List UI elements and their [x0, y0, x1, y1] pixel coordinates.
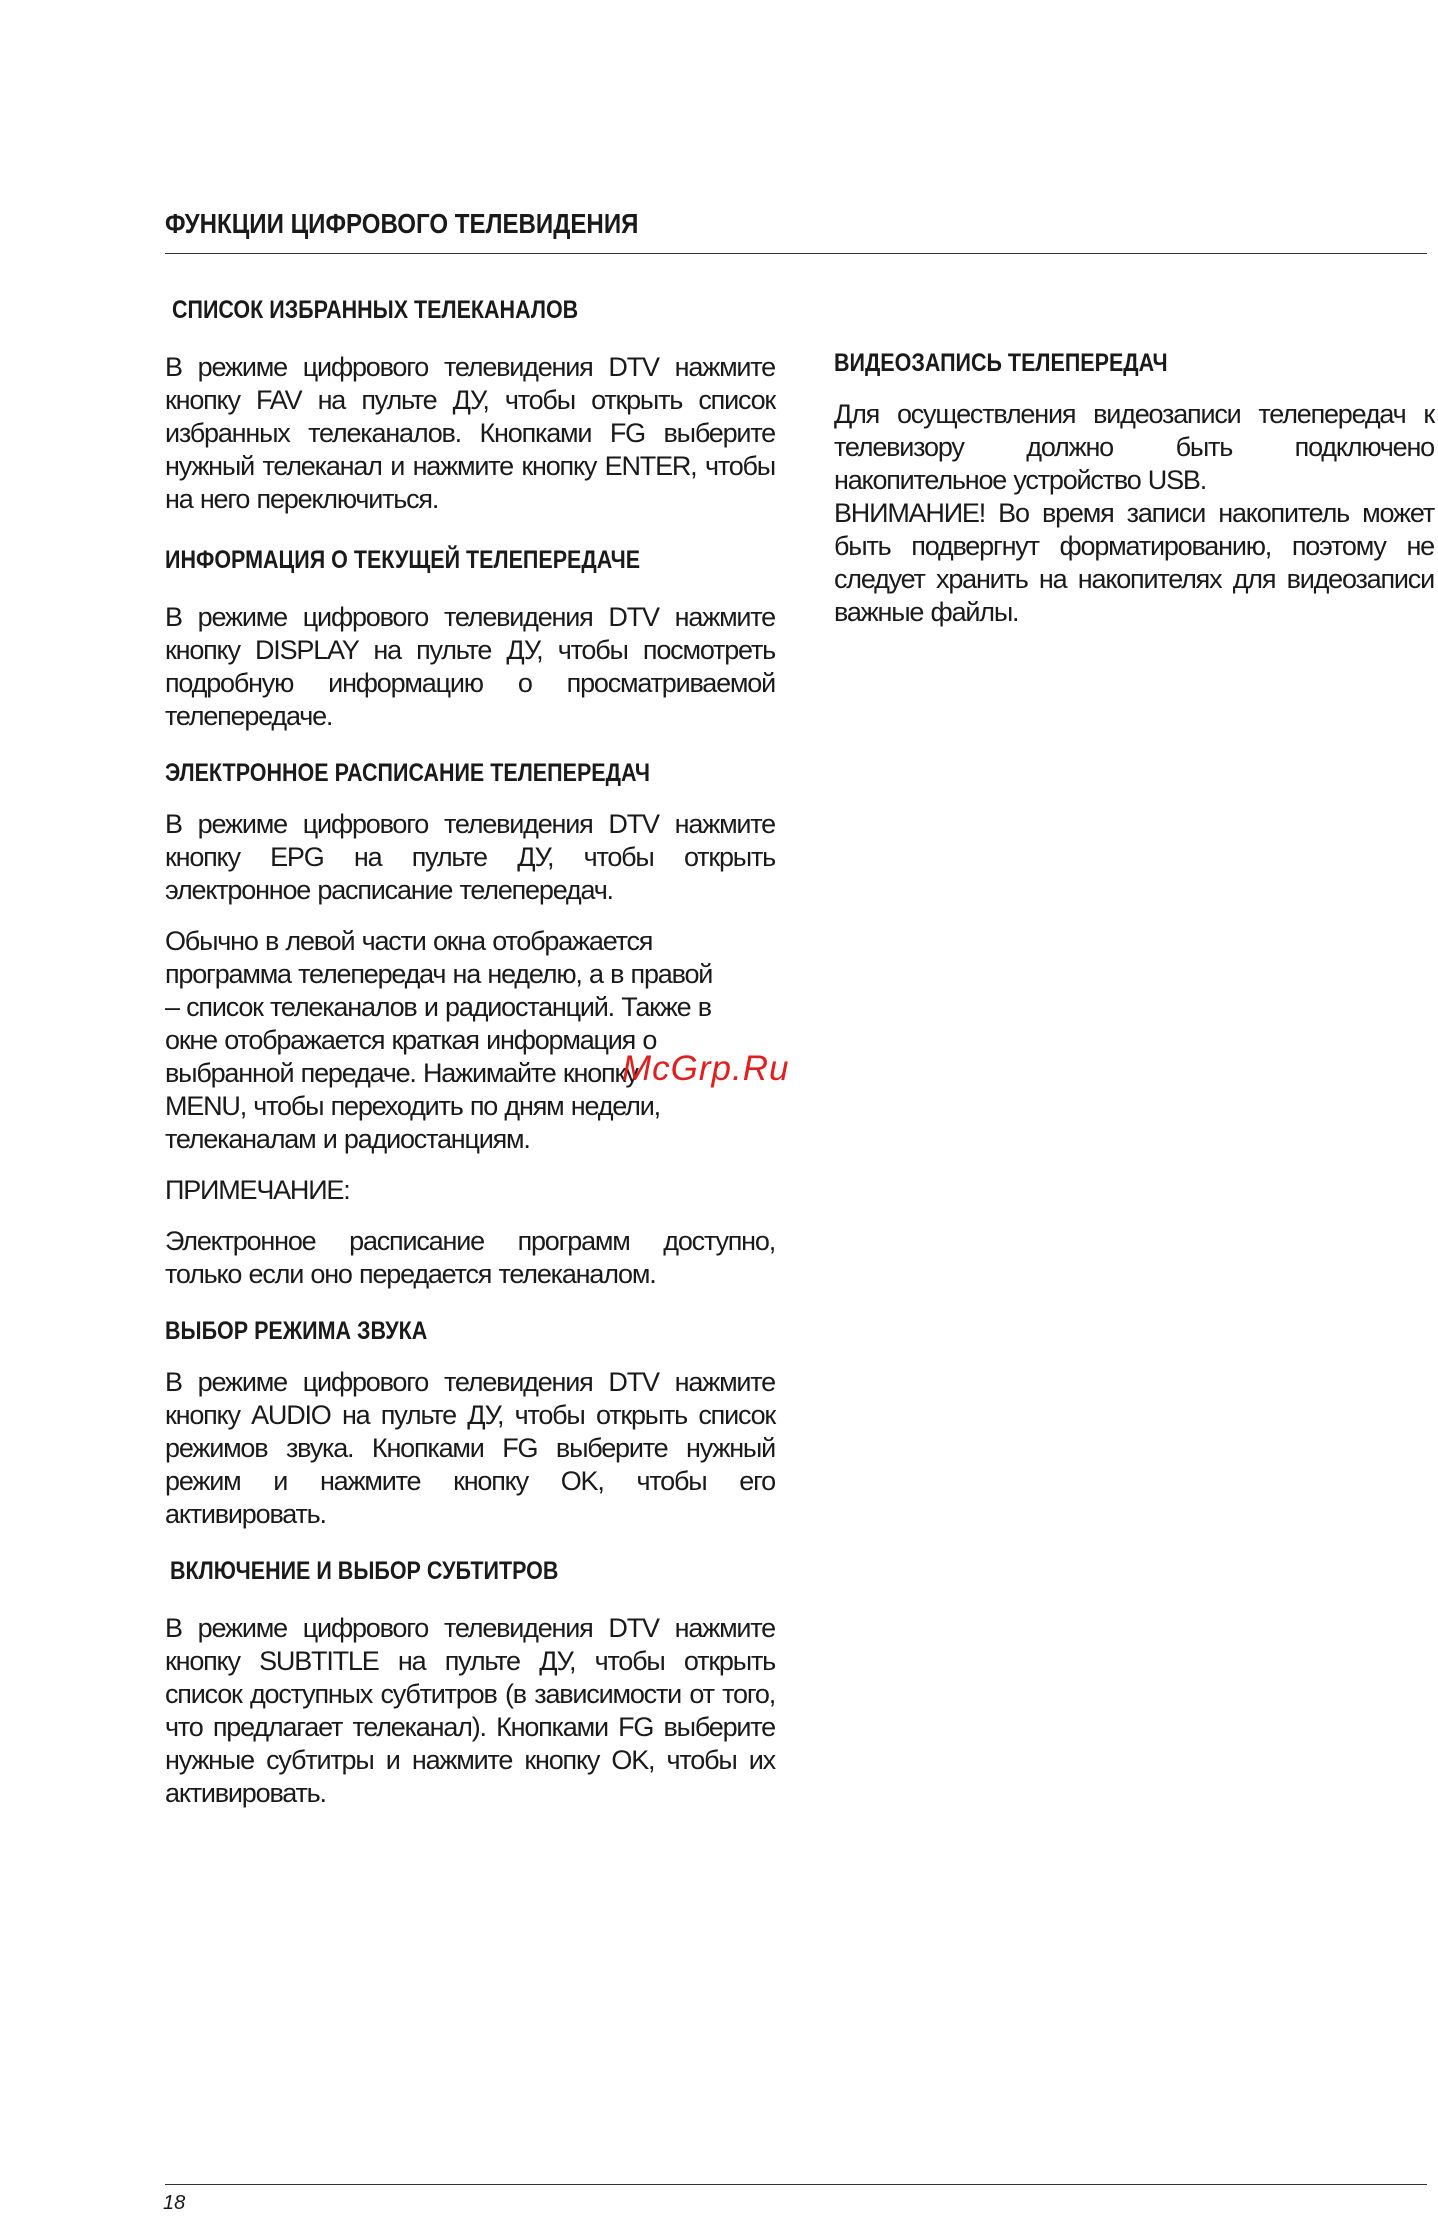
footer-divider: [165, 2184, 1427, 2185]
title-divider: [165, 253, 1427, 254]
epg-body: В режиме цифрового телевидения DTV нажмите кнопку EPG на пульте ДУ, чтобы открыть электронное расписание телепередач.: [165, 809, 775, 905]
epg-heading: ЭЛЕКТРОННОЕ РАСПИСАНИЕ ТЕЛЕПЕРЕДАЧ: [165, 759, 650, 787]
epg-note-label: ПРИМЕЧАНИЕ:: [165, 1175, 350, 1205]
current-info-heading: ИНФОРМАЦИЯ О ТЕКУЩЕЙ ТЕЛЕПЕРЕДАЧЕ: [165, 546, 641, 574]
section-subtitles: [165, 1557, 775, 1810]
audio-body: В режиме цифрового телевидения DTV нажмите кнопку AUDIO на пульте ДУ, чтобы открыть список режимов звука. Кнопками FG выберите нужный режим и нажмите кнопку OK, чтобы его активировать.: [165, 1367, 775, 1529]
subtitles-body: В режиме цифрового телевидения DTV нажмите кнопку SUBTITLE на пульте ДУ, чтобы открыть список доступных субтитров (в зависимости от того, что предлагает телеканал). Кнопками FG выберите нужные субтитры и нажмите кнопку OK, чтобы их активировать.: [165, 1613, 775, 1808]
section-audio: [165, 1317, 775, 1531]
epg-note-body: Электронное расписание программ доступно, только если оно передается телеканалом.: [165, 1226, 775, 1289]
page-number: 18: [163, 2192, 186, 2214]
page-title: ФУНКЦИИ ЦИФРОВОГО ТЕЛЕВИДЕНИЯ: [165, 208, 639, 239]
recording-heading: ВИДЕОЗАПИСЬ ТЕЛЕПЕРЕДАЧ: [834, 349, 1168, 377]
recording-body: Для осуществления видеозаписи телепередач к телевизору должно быть подключено накопительное устройство USB.: [834, 399, 1434, 495]
section-recording: [834, 349, 1434, 629]
audio-heading: ВЫБОР РЕЖИМА ЗВУКА: [165, 1317, 428, 1345]
favorites-heading: СПИСОК ИЗБРАННЫХ ТЕЛЕКАНАЛОВ: [172, 296, 579, 324]
right-column: [834, 349, 1434, 629]
section-epg: [165, 759, 775, 1291]
subtitles-heading: ВКЛЮЧЕНИЕ И ВЫБОР СУБТИТРОВ: [170, 1557, 559, 1585]
watermark-logo: McGrp.Ru: [622, 1049, 790, 1088]
recording-warning: ВНИМАНИЕ! Во время записи накопитель может быть подвергнут форматированию, поэтому не следует хранить на накопителях для видеозаписи важные файлы.: [834, 498, 1434, 627]
section-current-info: [165, 546, 775, 733]
section-favorites: [165, 296, 775, 516]
favorites-body: В режиме цифрового телевидения DTV нажмите кнопку FAV на пульте ДУ, чтобы открыть список избранных телеканалов. Кнопками FG выберите нужный телеканал и нажмите кнопку ENTER, чтобы на него переключиться.: [165, 352, 775, 514]
epg-body-details: Обычно в левой части окна отображается программа телепередач на неделю, а в правой – список телеканалов и радиостанций. Также в окне отображается краткая информация о выбранной передаче. Нажимайте кнопку MENU, чтобы переходить по дням недели, телеканалам и радиостанциям.: [165, 926, 713, 1154]
current-info-body: В режиме цифрового телевидения DTV нажмите кнопку DISPLAY на пульте ДУ, чтобы посмотреть подробную информацию о просматриваемой телепередаче.: [165, 602, 775, 731]
